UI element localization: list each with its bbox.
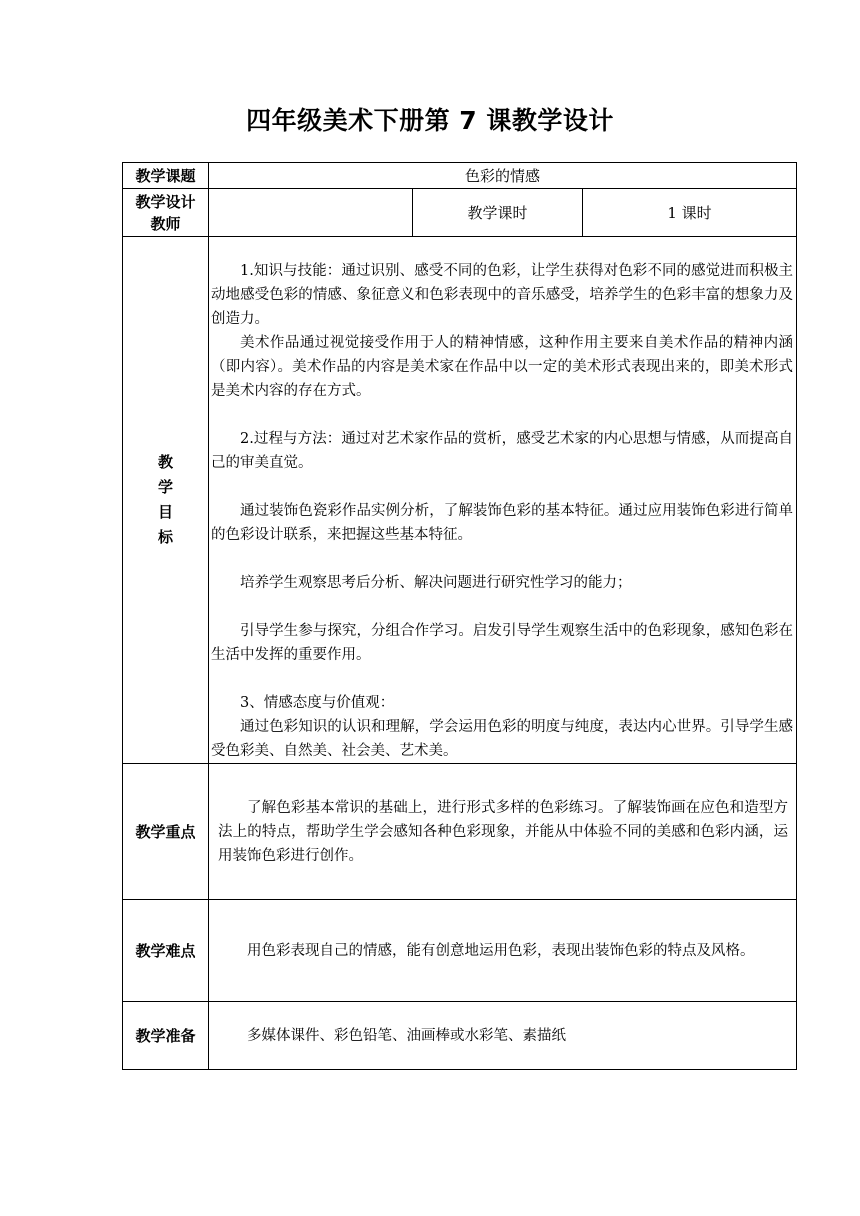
row-difficulty [123, 900, 797, 1002]
focus-text: 了解色彩基本常识的基础上，进行形式多样的色彩练习。了解装饰画在应色和造型方法上的特点，帮助学生学会感知各种色彩现象，并能从中体验不同的美感和色彩内涵，运用装饰色彩进行创作。 [218, 799, 789, 864]
teacher-value [209, 189, 413, 237]
focus-label: 教学重点 [123, 764, 209, 900]
goals-label-char: 标 [157, 528, 173, 546]
goals-paragraph: 培养学生观察思考后分析、解决问题进行研究性学习的能力； [240, 575, 632, 591]
goals-paragraph: 引导学生参与探究，分组合作学习。启发引导学生观察生活中的色彩现象，感知色彩在生活中发挥的重要作用。 [211, 623, 794, 663]
document-title: 四年级美术下册第 7 课教学设计 [246, 106, 614, 135]
goals-paragraph: 3、情感态度与价值观： [240, 695, 395, 711]
teacher-label: 教学设计教师 [123, 189, 209, 237]
prep-text: 多媒体课件、彩色铅笔、油画棒或水彩笔、素描纸 [247, 1027, 566, 1044]
row-topic [123, 163, 797, 189]
topic-label: 教学课题 [123, 163, 209, 189]
goals-label-char: 学 [157, 478, 173, 496]
goals-paragraph: 美术作品通过视觉接受作用于人的精神情感，这种作用主要来自美术作品的精神内涵（即内容）。美术作品的内容是美术家在作品中以一定的美术形式表现出来的，即美术形式是美术内容的存在方式。 [211, 335, 794, 399]
difficulty-content [209, 900, 797, 1002]
lesson-plan-table [122, 162, 797, 1070]
row-focus [123, 764, 797, 900]
difficulty-text: 用色彩表现自己的情感，能有创意地运用色彩，表现出装饰色彩的特点及风格。 [247, 942, 755, 959]
row-prep [123, 1002, 797, 1070]
hours-label: 教学课时 [413, 189, 583, 237]
focus-content [209, 764, 797, 900]
goals-label [123, 237, 209, 764]
goals-content [209, 237, 797, 764]
goals-paragraph: 通过色彩知识的认识和理解，学会运用色彩的明度与纯度，表达内心世界。引导学生感受色彩美、自然美、社会美、艺术美。 [211, 719, 794, 759]
hours-value: 1 课时 [583, 189, 797, 237]
row-goals [123, 237, 797, 764]
prep-content [209, 1002, 797, 1070]
topic-value: 色彩的情感 [209, 163, 797, 189]
row-teacher [123, 189, 797, 237]
prep-label: 教学准备 [123, 1002, 209, 1070]
goals-paragraph: 2.过程与方法：通过对艺术家作品的赏析，感受艺术家的内心思想与情感，从而提高自己的审美直觉。 [211, 431, 794, 471]
goals-paragraph: 1.知识与技能：通过识别、感受不同的色彩，让学生获得对色彩不同的感觉进而积极主动地感受色彩的情感、象征意义和色彩表现中的音乐感受，培养学生的色彩丰富的想象力及创造力。 [211, 263, 794, 327]
goals-paragraph: 通过装饰色瓷彩作品实例分析，了解装饰色彩的基本特征。通过应用装饰色彩进行简单的色彩设计联系，来把握这些基本特征。 [211, 503, 794, 543]
difficulty-label: 教学难点 [123, 900, 209, 1002]
goals-label-char: 教 [157, 453, 173, 471]
goals-label-char: 目 [157, 503, 173, 521]
